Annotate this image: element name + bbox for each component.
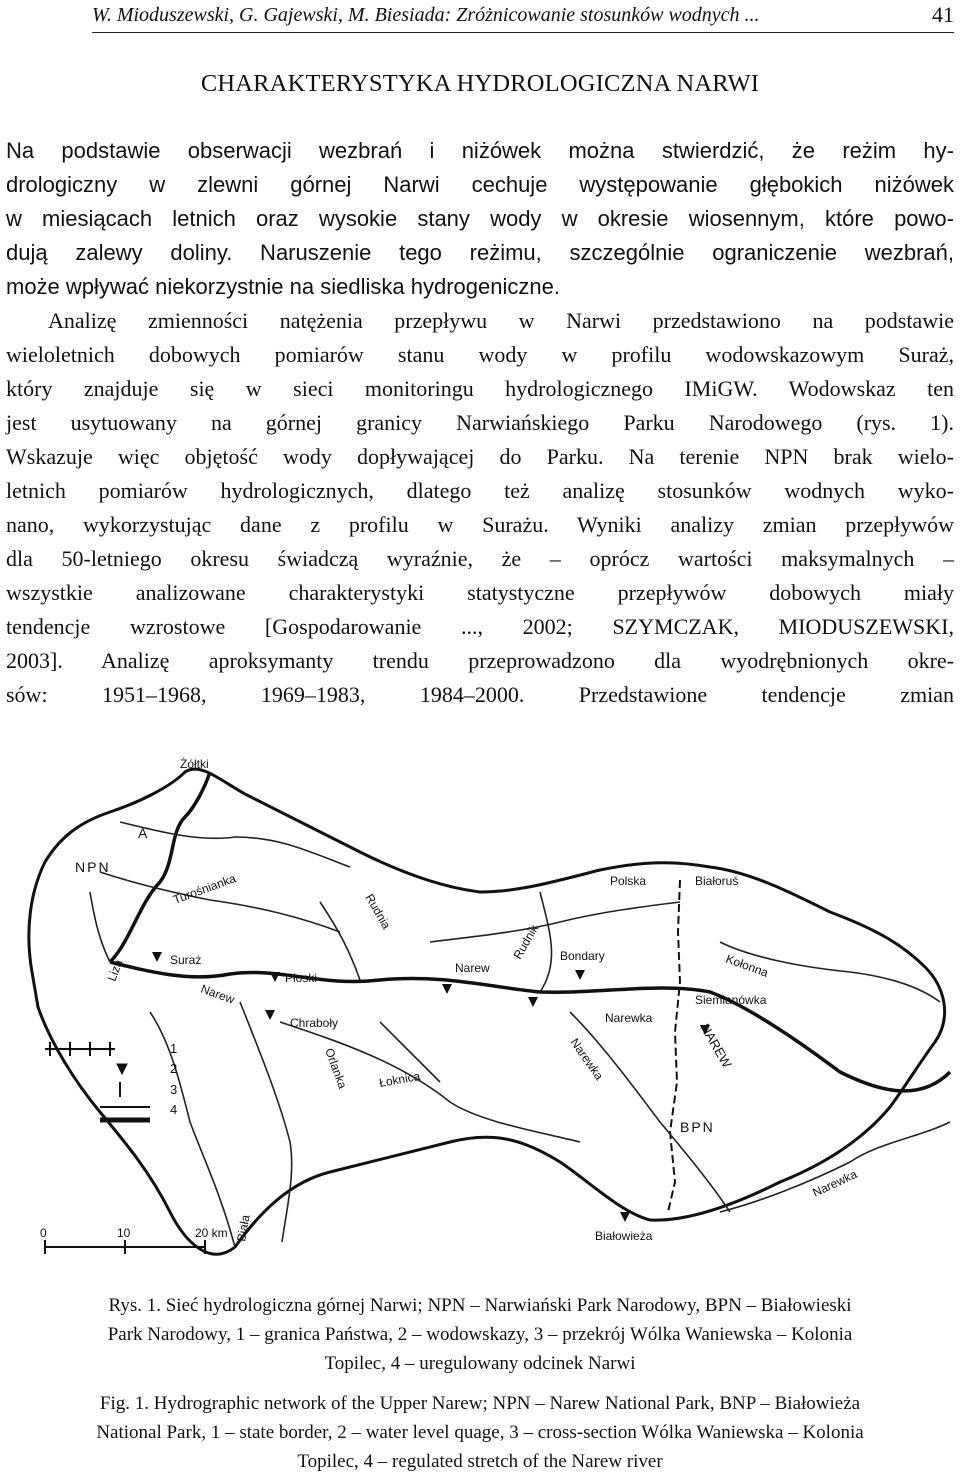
- legend-3: 3: [170, 1082, 178, 1097]
- text-line: drologiczny w zlewni górnej Narwi cechuje występowanie głębokich niżówek: [6, 172, 954, 197]
- place-zoltki: Żółtki: [180, 757, 209, 771]
- text-line: letnich pomiarów hydrologicznych, dlatego też analizę stosunków wodnych wyko-: [6, 478, 954, 503]
- figure-caption-pl: [0, 1291, 960, 1378]
- text-line: w miesiącach letnich oraz wysokie stany wody w okresie wiosennym, które powo-: [6, 206, 954, 231]
- river-rudnik: Rudnik: [510, 922, 542, 962]
- caption-line: Topilec, 4 – uregulowany odcinek Narwi: [324, 1353, 636, 1374]
- river-loknica: Łoknica: [378, 1068, 422, 1090]
- text-line: sów: 1951–1968, 1969–1983, 1984–2000. Przedstawione tendencje zmian: [6, 682, 954, 707]
- place-npn: NPN: [75, 859, 111, 875]
- text-line: który znajduje się w sieci monitoringu hydrologicznego IMiGW. Wodowskaz ten: [6, 376, 954, 401]
- figure-caption-en: [0, 1389, 960, 1476]
- text-line: 2003]. Analizę aproksymanty trendu przeprowadzono dla wyodrębnionych okre-: [6, 648, 954, 673]
- caption-line: Fig. 1. Hydrographic network of the Upper Narew; NPN – Narew National Park, BNP – Białowieża: [99, 1393, 861, 1414]
- place-narewka: Narewka: [605, 1011, 653, 1025]
- river-turosnianka: Turośnianka: [171, 871, 238, 907]
- place-siemianowka: Siemianówka: [695, 993, 767, 1007]
- caption-line: Rys. 1. Sieć hydrologiczna górnej Narwi; NPN – Narwiański Park Narodowy, BPN – Białowieski: [108, 1295, 852, 1316]
- place-suraz: Suraż: [170, 953, 202, 967]
- running-title: W. Mioduszewski, G. Gajewski, M. Biesiada: Zróżnicowanie stosunków wodnych ...: [92, 4, 760, 26]
- scale-bar: [45, 1240, 205, 1254]
- text-line: wszystkie analizowane charakterystyki statystyczne przepływów dobowych miały: [6, 580, 954, 605]
- text-line: jest usytuowany na górnej granicy Narwiańskiego Parku Narodowego (rys. 1).: [6, 410, 954, 435]
- marker-a: A: [138, 825, 148, 841]
- river-rudnia: Rudnia: [362, 891, 394, 932]
- place-ploski: Płoski: [285, 971, 318, 985]
- text-line: Na podstawie obserwacji wezbrań i niżówek można stwierdzić, że reżim hy-: [6, 138, 954, 163]
- river-orlanka: Orlanka: [322, 1046, 350, 1091]
- section-title: CHARAKTERYSTYKA HYDROLOGICZNA NARWI: [200, 70, 760, 97]
- page-number: 41: [932, 2, 954, 27]
- scale-20km: 20 km: [195, 1226, 228, 1240]
- river-narew-east: NAREW: [697, 1021, 735, 1071]
- text-line: Wskazuje więc objętość wody dopływającej do Parku. Na terenie NPN brak wielo-: [6, 444, 954, 469]
- caption-line: National Park, 1 – state border, 2 – water level quage, 3 – cross-section Wólka Waniewska – Kolonia: [96, 1422, 864, 1443]
- place-bpn: BPN: [680, 1119, 715, 1135]
- text-line: dla 50-letniego okresu świadczą wyraźnie, że – oprócz wartości maksymalnych –: [6, 546, 954, 571]
- place-polska: Polska: [610, 874, 647, 888]
- text-line: nano, wykorzystując dane z profilu w Surażu. Wyniki analizy zmian przepływów: [6, 512, 954, 537]
- legend-4: 4: [170, 1102, 178, 1117]
- river-narewka-east: Narewka: [810, 1167, 860, 1200]
- paragraph-1: [6, 134, 954, 304]
- map-labels: [75, 757, 859, 1243]
- river-narewka: Narewka: [567, 1035, 607, 1083]
- state-border: [668, 880, 680, 1212]
- running-header: [92, 2, 954, 33]
- legend-2: 2: [170, 1061, 178, 1076]
- scale-0: 0: [40, 1226, 47, 1240]
- place-bialowieza: Białowieża: [595, 1229, 653, 1243]
- river-kolonna: Kołonna: [723, 951, 771, 980]
- river-narew-label: Narew: [198, 981, 237, 1007]
- place-bondary: Bondary: [560, 949, 605, 963]
- legend-labels: [170, 1041, 177, 1117]
- scale-labels: [40, 1226, 228, 1240]
- place-bialorus: Białoruś: [695, 874, 739, 888]
- text-line: wieloletnich dobowych pomiarów stanu wody w profilu wodowskazowym Suraż,: [6, 342, 954, 367]
- scale-10: 10: [117, 1226, 131, 1240]
- place-chraboly: Chraboły: [290, 1016, 339, 1030]
- paragraph-2: [6, 304, 954, 712]
- river-biala: Biała: [234, 1213, 253, 1243]
- place-narew: Narew: [455, 961, 490, 975]
- caption-line: Park Narodowy, 1 – granica Państwa, 2 – wodowskazy, 3 – przekrój Wólka Waniewska – Kolonia: [107, 1324, 853, 1345]
- caption-line: Topilec, 4 – regulated stretch of the Narew river: [297, 1451, 663, 1472]
- text-line: tendencje wzrostowe [Gospodarowanie ..., 2002; SZYMCZAK, MIODUSZEWSKI,: [6, 614, 954, 639]
- text-line: Analizę zmienności natężenia przepływu w Narwi przedstawiono na podstawie: [48, 308, 954, 333]
- river-liza: Liza: [104, 957, 126, 984]
- hydrographic-map: [20, 742, 955, 1277]
- legend-1: 1: [170, 1041, 178, 1056]
- text-line: może wpływać niekorzystnie na siedliska hydrogeniczne.: [6, 274, 560, 299]
- text-line: dują zalewy doliny. Naruszenie tego reżimu, szczególnie ograniczenie wezbrań,: [6, 240, 954, 265]
